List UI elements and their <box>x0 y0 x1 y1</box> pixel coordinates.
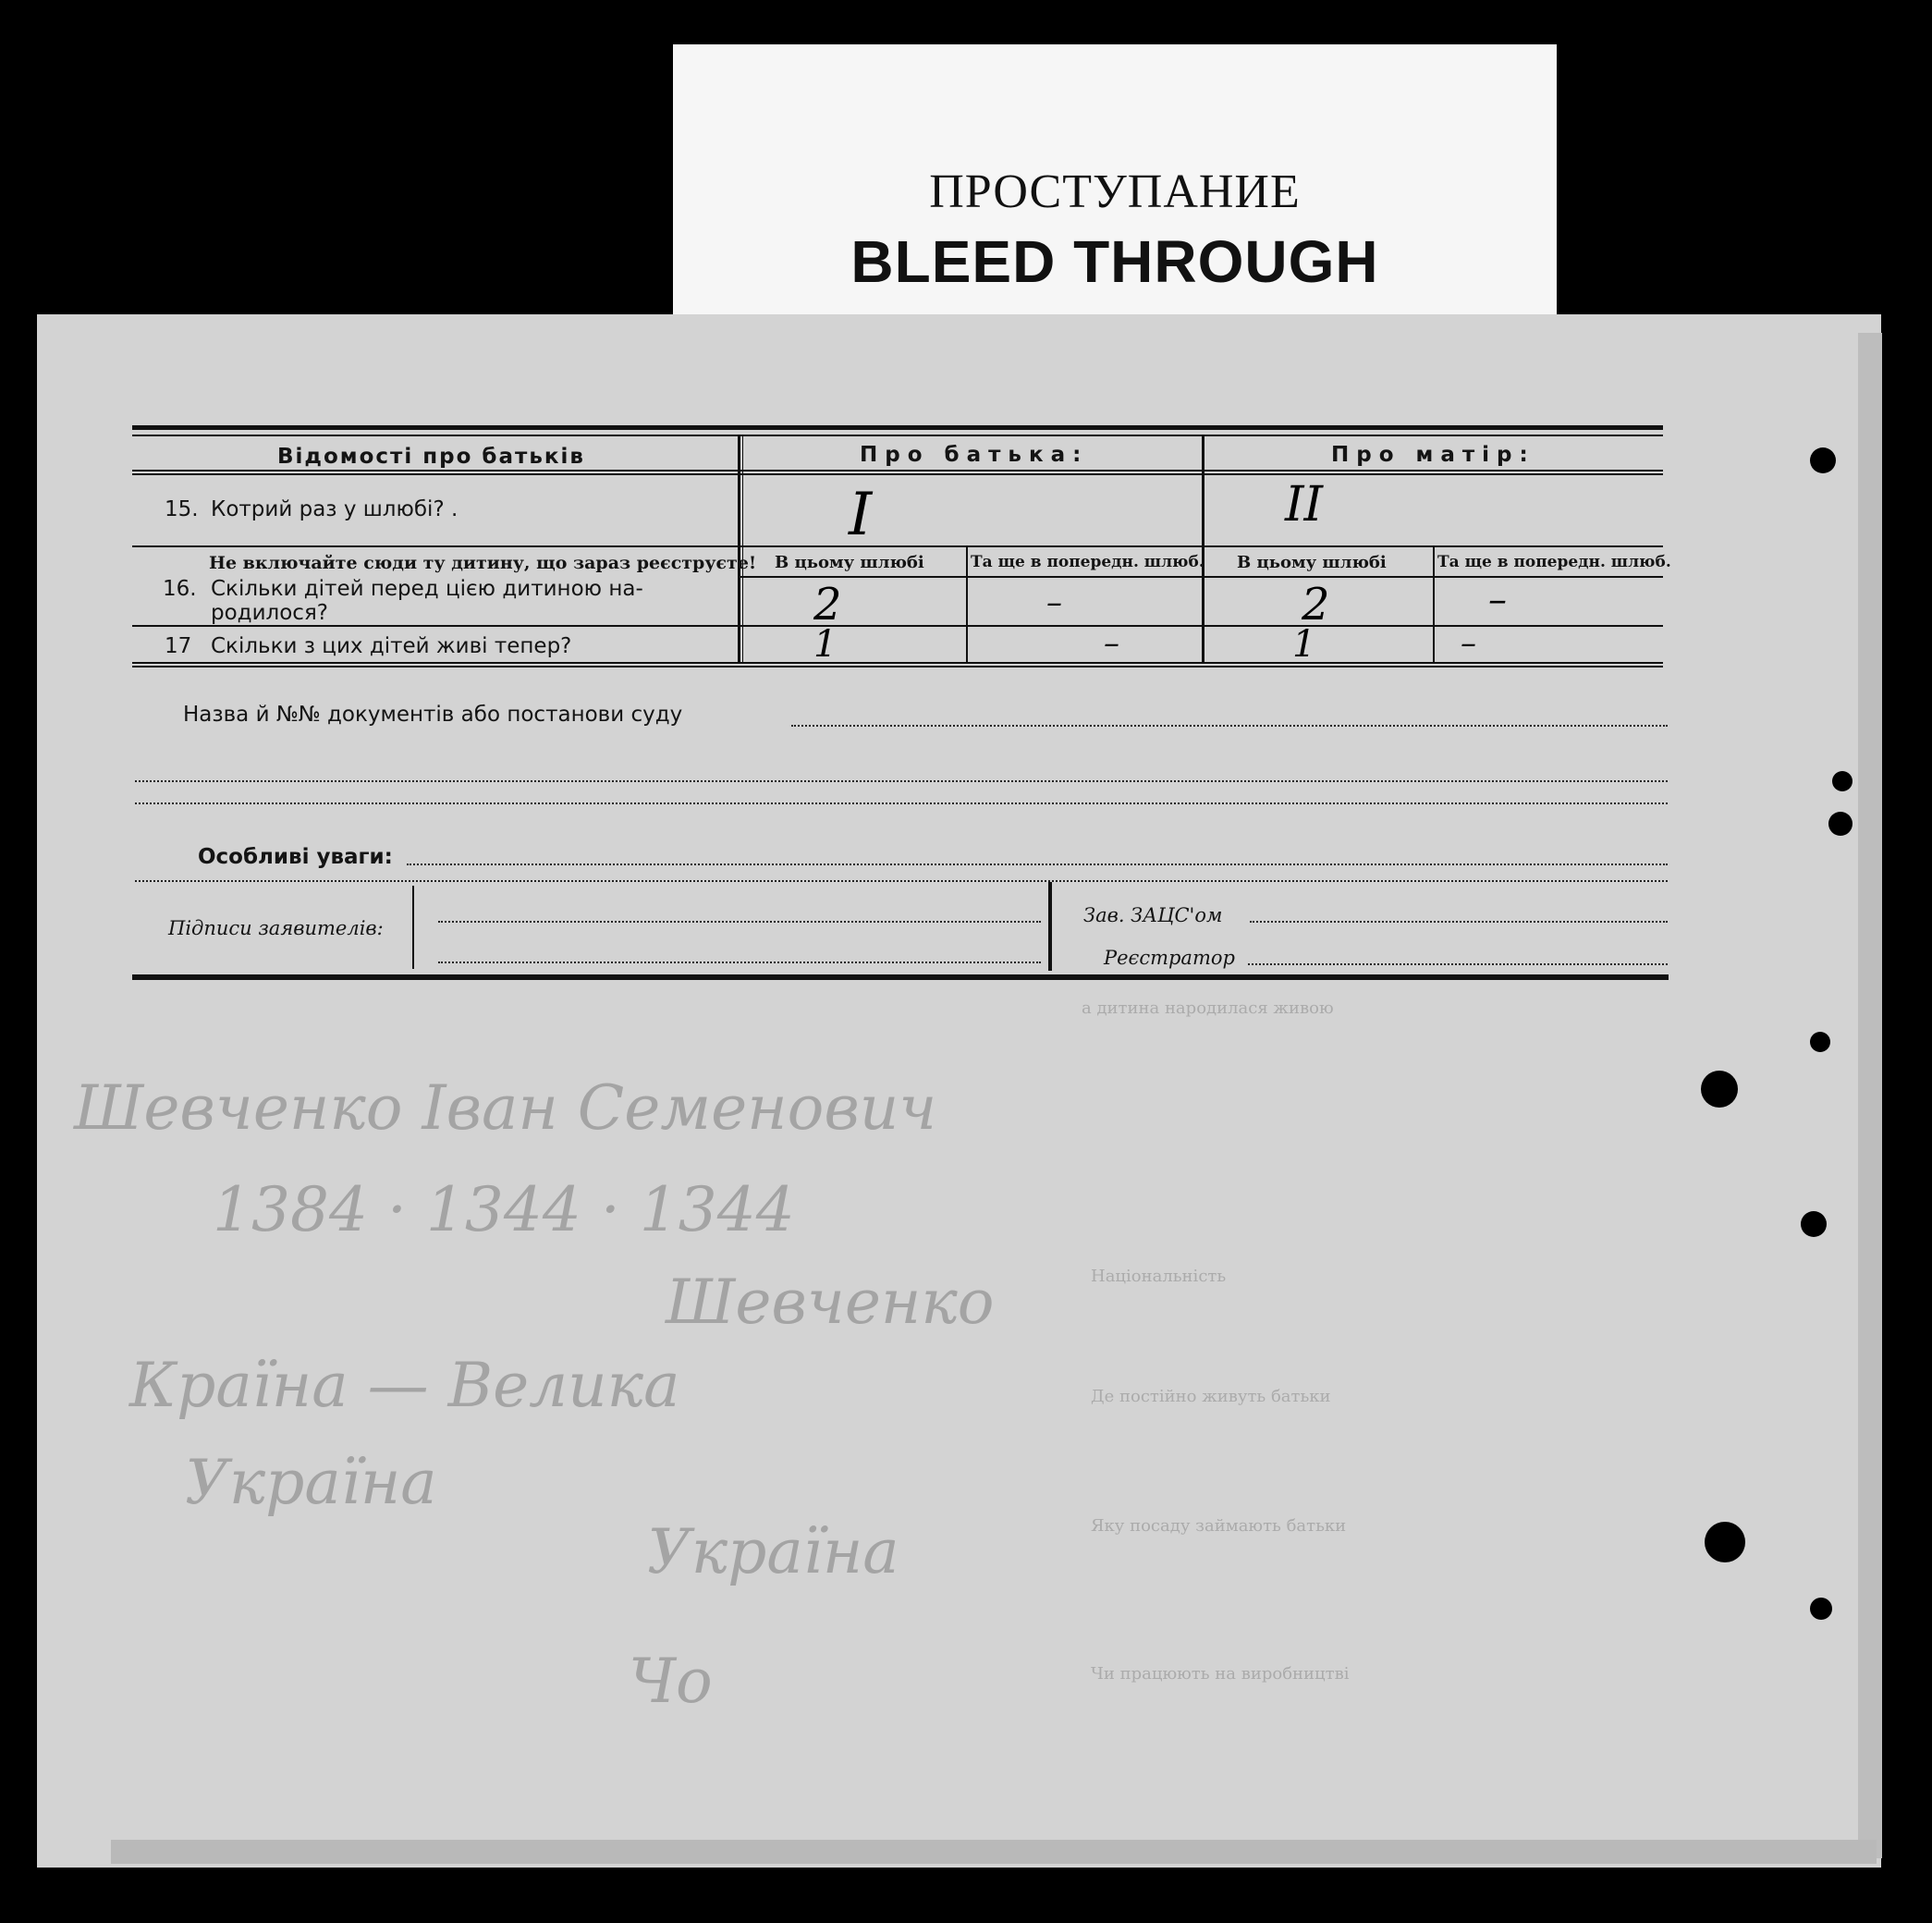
father-living-children-this-marriage: 1 <box>813 623 838 666</box>
documents-label: Назва й №№ документів або постанови суду <box>183 703 683 727</box>
form-bottom-rule <box>132 974 1669 980</box>
father-previous-marriage-subheading: Та ще в попередн. шлюб. <box>971 553 1204 571</box>
father-living-children-previous-marriage: – <box>1104 625 1119 662</box>
father-this-marriage-subheading: В цьому шлюбі <box>775 553 924 572</box>
section-heading: Відомості про батьків <box>277 445 585 469</box>
bleed-through-print: Де постійно живуть батьки <box>1091 1387 1331 1406</box>
bleed-through-handwriting: Україна <box>185 1447 437 1518</box>
signatures-divider <box>1048 882 1052 971</box>
mother-column-heading: Про матір: <box>1331 443 1535 467</box>
bleed-through-handwriting: Україна <box>647 1516 899 1587</box>
applicant-signature-line-1[interactable] <box>438 921 1041 923</box>
father-marriage-count: I <box>849 481 873 549</box>
punch-hole <box>1701 1071 1738 1108</box>
question-15-number: 15. <box>165 497 199 521</box>
documents-field-line2[interactable] <box>135 780 1668 782</box>
question-16-note: Не включайте сюди ту дитину, що зараз реєструєте! <box>209 553 757 573</box>
remarks-field-line2[interactable] <box>135 880 1668 882</box>
punch-hole <box>1810 1032 1830 1052</box>
table-top-rule-thin <box>132 435 1663 436</box>
father-subcolumn-rule <box>966 547 968 664</box>
question-16-number: 16. <box>163 577 197 601</box>
mother-living-children-this-marriage: 1 <box>1292 623 1316 666</box>
row17-bottom-rule-double <box>132 666 1663 668</box>
bleed-through-handwriting: Чо <box>629 1646 713 1717</box>
applicant-signature-line-2[interactable] <box>438 962 1041 963</box>
bleed-through-print: Чи працюють на виробництві <box>1091 1664 1350 1684</box>
question-16-text-line2: родилося? <box>211 601 328 625</box>
bleed-through-handwriting: Країна — Велика <box>129 1350 680 1421</box>
registrar-label: Реєстратор <box>1104 947 1235 969</box>
mother-living-children-previous-marriage: – <box>1461 625 1476 662</box>
subheader-rule <box>738 576 1663 578</box>
mother-children-previous-marriage: – <box>1488 579 1507 621</box>
father-column-rule <box>738 436 740 664</box>
bleed-through-handwriting: Шевченко <box>666 1267 995 1338</box>
remarks-field[interactable] <box>407 864 1668 865</box>
mother-column-rule <box>1202 436 1204 664</box>
question-17-text: Скільки з цих дітей живі тепер? <box>211 634 572 658</box>
sheet-edge-right <box>1858 333 1882 1858</box>
question-15-text: Котрий раз у шлюбі? . <box>211 497 459 521</box>
punch-hole <box>1705 1522 1745 1562</box>
bleed-through-print: Національність <box>1091 1267 1227 1286</box>
bleed-through-handwriting: Шевченко Іван Семенович <box>74 1072 937 1144</box>
bleed-through-label-card <box>673 44 1557 322</box>
registrar-signature-line[interactable] <box>1248 963 1668 965</box>
punch-hole <box>1810 1598 1832 1620</box>
bleed-through-print: Яку посаду займають батьки <box>1091 1516 1347 1536</box>
head-of-registry-label: Зав. ЗАЦС'ом <box>1083 904 1223 926</box>
mother-children-this-marriage: 2 <box>1302 579 1330 631</box>
father-column-heading: Про батька: <box>860 443 1089 467</box>
label-english: BLEED THROUGH <box>850 228 1379 295</box>
documents-field[interactable] <box>791 725 1668 727</box>
punch-hole <box>1801 1211 1827 1237</box>
punch-hole <box>1810 447 1836 473</box>
mother-marriage-count: II <box>1285 477 1324 533</box>
mother-this-marriage-subheading: В цьому шлюбі <box>1237 553 1387 572</box>
punch-hole <box>1832 771 1853 791</box>
mother-previous-marriage-subheading: Та ще в попередн. шлюб. <box>1437 553 1671 571</box>
table-top-rule <box>132 425 1663 430</box>
signatures-label: Підписи заявителів: <box>168 917 384 939</box>
question-17-number: 17 <box>165 634 192 658</box>
punch-hole <box>1828 812 1853 836</box>
label-russian: ПРОСТУПАНИЕ <box>929 165 1301 218</box>
signatures-bracket-left <box>412 886 414 969</box>
header-bottom-rule <box>132 470 1663 472</box>
bleed-through-print: а дитина народилася живою <box>1082 998 1334 1018</box>
sheet-edge-bottom <box>111 1840 1877 1864</box>
question-16-text-line1: Скільки дітей перед цією дитиною на- <box>211 577 643 601</box>
documents-field-line3[interactable] <box>135 802 1668 804</box>
bleed-through-handwriting: 1384 · 1344 · 1344 <box>213 1174 795 1245</box>
head-of-registry-signature-line[interactable] <box>1250 921 1668 923</box>
mother-subcolumn-rule <box>1433 547 1435 664</box>
header-bottom-rule-double <box>132 473 1663 475</box>
father-children-previous-marriage: – <box>1046 584 1062 621</box>
father-column-rule-double <box>742 436 743 664</box>
remarks-label: Особливі уваги: <box>198 845 393 869</box>
father-children-this-marriage: 2 <box>813 579 842 631</box>
